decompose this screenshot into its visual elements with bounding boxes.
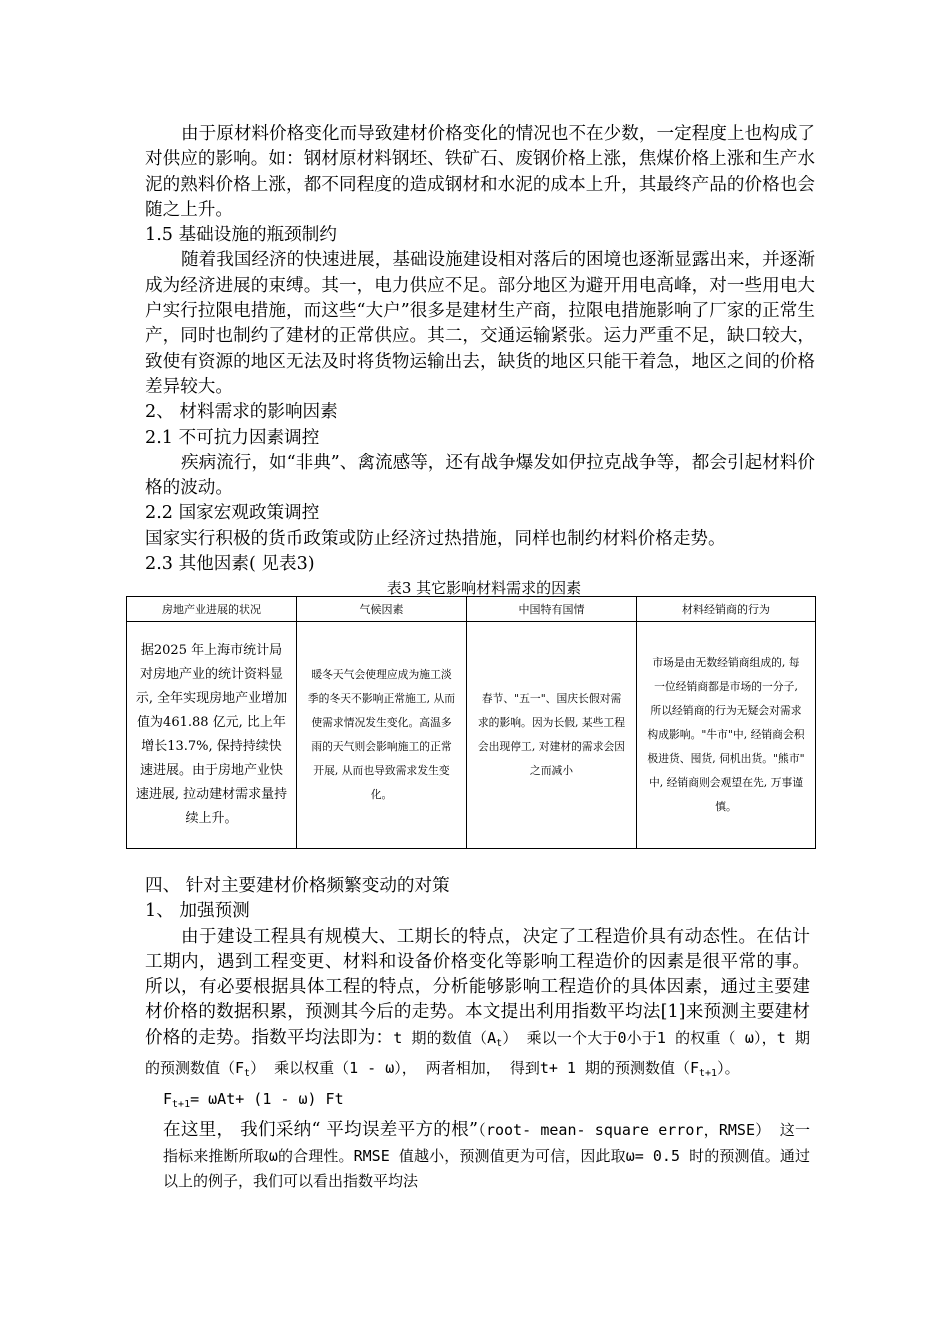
heading-2-2: 2.2 国家宏观政策调控	[145, 503, 320, 524]
forecast-text-a: t 期的数值（A	[393, 1028, 497, 1047]
paragraph-force-majeure: 疾病流行，如“非典”、禽流感等，还有战争爆发如伊拉克战争等，都会引起材料价格的波动。	[145, 452, 815, 499]
paragraph-forecast-text: 由于建设工程具有规模大、工期长的特点，决定了工程造价具有动态性。在估计工期内，遇到工程变更、材料和设备价格变化等影响工程造价的因素是很平常的事。所以，有必要根据具体工程的特点，分析能够影响工程造价的具体因素，通过主要建材价格的数据积累，预测其今后的走势。本文提出利用指数平均法[1]来预测主要建材价格的走势。指数平均法即为：	[145, 926, 810, 1048]
table-header-real-estate: 房地产业进展的状况	[127, 597, 297, 622]
formula-body: = ωAt+ (1 - ω) Ft	[190, 1090, 344, 1109]
table-caption: 表3 其它影响材料需求的因素	[386, 579, 582, 598]
paragraph-rmse	[145, 1118, 810, 1194]
table-header-row	[127, 597, 816, 622]
table-cell-climate: 暖冬天气会使理应成为施工淡季的冬天不影响正常施工, 从而使需求情况发生变化。高温多雨的天气则会影响施工的正常开展, 从而也导致需求发生变化。	[297, 622, 467, 849]
rmse-text-b: （root- mean- square error，RMSE） 这一指标来推断所取ω的合理性。RMSE 值越小，预测值更为可信，因此取ω= 0.5 时的预测值。通过以上的例子，我们可以看出指数平均法	[163, 1121, 810, 1190]
heading-2-3: 2.3 其他因素( 见表3)	[145, 554, 315, 575]
heading-forecast: 1、 加强预测	[145, 901, 250, 922]
table-cell-national: 春节、"五一"、国庆长假对需求的影响。因为长假, 某些工程会出现停工, 对建材的需求会因之而减小	[467, 622, 637, 849]
paragraph-macro-policy: 国家实行积极的货币政策或防止经济过热措施，同样也制约材料价格走势。	[145, 528, 726, 549]
table-cell-dealers: 市场是由无数经销商组成的, 每一位经销商都是市场的一分子, 所以经销商的行为无疑会对需求构成影响。"牛市"中, 经销商会积极进货、囤货, 伺机出货。"熊市" 中, 经销商则会观望在先, 万事谨慎。	[637, 622, 816, 849]
forecast-text-d: ）。	[717, 1059, 740, 1078]
heading-2: 2、 材料需求的影响因素	[145, 402, 338, 423]
heading-1-5: 1.5 基础设施的瓶颈制约	[145, 225, 337, 246]
table-header-national: 中国特有国情	[467, 597, 637, 622]
formula-subscript: t+1	[172, 1099, 191, 1111]
subscript-t: t	[496, 1037, 503, 1049]
forecast-text-b: ） 乘以一个大于0小于1 的权重（ ω），t 期的预测数值（F	[145, 1028, 810, 1078]
formula-f: F	[163, 1090, 173, 1109]
formula	[145, 1086, 810, 1118]
heading-section-4: 四、 针对主要建材价格频繁变动的对策	[145, 876, 450, 896]
subscript-t1: t+1	[699, 1068, 718, 1080]
factors-table	[126, 596, 816, 849]
paragraph-infrastructure: 随着我国经济的快速进展，基础设施建设相对落后的困境也逐渐显露出来，并逐渐成为经济进展的束缚。其一，电力供应不足。部分地区为避开用电高峰，对一些用电大户实行拉限电措施，而这些“大户”很多是建材生产商，拉限电措施影响了厂家的正常生产，同时也制约了建材的正常供应。其二，交通运输紧张。运力严重不足，缺口较大，致使有资源的地区无法及时将货物运输出去，缺货的地区只能干着急，地区之间的价格差异较大。	[145, 250, 815, 397]
table-header-dealers: 材料经销商的行为	[637, 597, 816, 622]
paragraph-forecast	[145, 925, 810, 1087]
table-row	[127, 622, 816, 849]
rmse-text-a: 在这里， 我们采纳“ 平均误差平方的根”	[163, 1120, 478, 1141]
table-cell-real-estate: 据2025 年上海市统计局对房地产业的统计资料显示, 全年实现房地产业增加值为461.88 亿元, 比上年增长13.7%, 保持持续快速进展。由于房地产业快速进展, 拉动建材需求量持续上升。	[127, 622, 297, 849]
paragraph-material-cost: 由于原材料价格变化而导致建材价格变化的情况也不在少数，一定程度上也构成了对供应的影响。如：钢材原材料钢坯、铁矿石、废钢价格上涨，焦煤价格上涨和生产水泥的熟料价格上涨，都不同程度的造成钢材和水泥的成本上升，其最终产品的价格也会随之上升。	[145, 124, 815, 220]
subscript-t-2: t	[244, 1068, 251, 1080]
forecast-text-c: ） 乘以权重（1 - ω）， 两者相加， 得到t+ 1 期的预测数值（F	[250, 1059, 700, 1078]
heading-2-1: 2.1 不可抗力因素调控	[145, 427, 320, 448]
section-4	[145, 874, 810, 1194]
table-header-climate: 气候因素	[297, 597, 467, 622]
document-body	[145, 122, 815, 599]
